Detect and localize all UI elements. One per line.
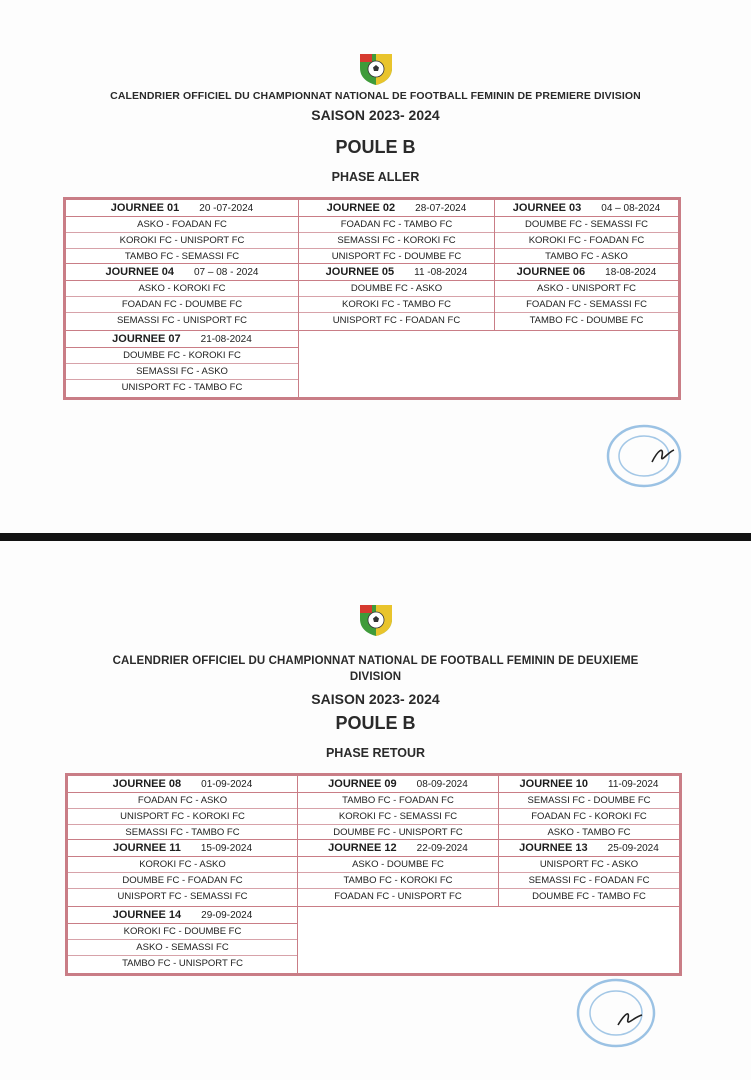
saison-label: SAISON 2023- 2024 [311, 691, 440, 707]
match-row: SEMASSI FC - KOROKI FC [299, 233, 494, 249]
match-row: UNISPORT FC - TAMBO FC [121, 382, 243, 393]
fixtures-table [63, 197, 681, 400]
match-row: UNISPORT FC - ASKO [499, 857, 679, 873]
match-row: KOROKI FC - FOADAN FC [495, 233, 678, 249]
journee-name: JOURNEE 08 [112, 778, 182, 790]
journee-name: JOURNEE 09 [328, 778, 397, 790]
match-row: FOADAN FC - DOUMBE FC [66, 297, 298, 313]
match-row: SEMASSI FC - UNISPORT FC [116, 315, 248, 326]
journee-block [68, 840, 298, 907]
match-row: KOROKI FC - ASKO [68, 857, 297, 873]
journee-name: JOURNEE 10 [519, 778, 589, 790]
match-row: ASKO - FOADAN FC [66, 217, 298, 233]
journee-name: JOURNEE 13 [519, 842, 588, 854]
document-title: CALENDRIER OFFICIEL DU CHAMPIONNAT NATIONAL DE FOOTBALL FEMININ DE DEUXIEME [112, 655, 639, 667]
match-row: SEMASSI FC - DOUMBE FC [499, 793, 679, 809]
match-row: KOROKI FC - UNISPORT FC [66, 233, 298, 249]
saison-label: SAISON 2023- 2024 [311, 107, 440, 123]
match-row: DOUMBE FC - FOADAN FC [68, 873, 297, 889]
match-row: ASKO - DOUMBE FC [298, 857, 498, 873]
journee-block [299, 200, 495, 264]
journee-block [495, 264, 678, 331]
match-row: TAMBO FC - FOADAN FC [298, 793, 498, 809]
journee-block [298, 840, 499, 907]
match-row: TAMBO FC - SEMASSI FC [124, 251, 240, 262]
match-row: KOROKI FC - DOUMBE FC [68, 924, 297, 940]
match-row: UNISPORT FC - DOUMBE FC [331, 251, 462, 262]
match-row: ASKO - KOROKI FC [66, 281, 298, 297]
journee-block [66, 200, 299, 264]
match-row: FOADAN FC - ASKO [68, 793, 297, 809]
match-row: UNISPORT FC - SEMASSI FC [117, 891, 248, 902]
journee-block [299, 264, 495, 331]
journee-date: 15-09-2024 [200, 842, 253, 854]
journee-name: JOURNEE 12 [328, 842, 397, 854]
match-row: FOADAN FC - UNISPORT FC [334, 891, 462, 902]
poule-label: POULE B [335, 137, 416, 157]
journee-name: JOURNEE 01 [110, 202, 180, 214]
journee-date: 07 – 08 - 2024 [193, 266, 259, 278]
match-row: TAMBO FC - UNISPORT FC [122, 958, 243, 969]
journee-block [68, 907, 298, 973]
match-row: TAMBO FC - DOUMBE FC [529, 315, 644, 326]
journee-date: 20 -07-2024 [199, 202, 254, 214]
journee-date: 25-09-2024 [607, 842, 659, 854]
match-row: UNISPORT FC - KOROKI FC [68, 809, 297, 825]
journee-name: JOURNEE 07 [112, 333, 181, 345]
match-row: SEMASSI FC - TAMBO FC [125, 827, 240, 838]
official-stamp-icon [572, 975, 664, 1051]
journee-name: JOURNEE 04 [105, 266, 174, 278]
match-row: ASKO - SEMASSI FC [68, 940, 297, 956]
federation-logo-icon [358, 52, 394, 86]
journee-date: 11-09-2024 [608, 778, 659, 790]
sheet-phase-retour [0, 541, 751, 1080]
fixtures-table [65, 773, 682, 976]
journee-name: JOURNEE 02 [326, 202, 396, 214]
phase-label: PHASE RETOUR [325, 746, 426, 760]
journee-name: JOURNEE 06 [516, 266, 586, 278]
match-row: TAMBO FC - ASKO [545, 251, 628, 262]
match-row: TAMBO FC - KOROKI FC [298, 873, 498, 889]
match-row: ASKO - UNISPORT FC [495, 281, 678, 297]
signature-icon [652, 450, 674, 462]
match-row: SEMASSI FC - FOADAN FC [499, 873, 679, 889]
journee-block [66, 264, 299, 331]
journee-name: JOURNEE 11 [112, 842, 181, 854]
journee-name: JOURNEE 05 [325, 266, 395, 278]
match-row: DOUMBE FC - ASKO [299, 281, 494, 297]
page-divider [0, 533, 751, 541]
journee-date: 29-09-2024 [201, 909, 253, 921]
document-title: CALENDRIER OFFICIEL DU CHAMPIONNAT NATIONAL DE FOOTBALL FEMININ DE PREMIERE DIVISION [110, 90, 641, 102]
journee-date: 08-09-2024 [416, 778, 468, 790]
journee-name: JOURNEE 14 [112, 909, 182, 921]
match-row: KOROKI FC - SEMASSI FC [298, 809, 498, 825]
journee-block [499, 840, 679, 907]
journee-block [298, 776, 499, 840]
journee-date: 01-09-2024 [201, 778, 253, 790]
journee-block [495, 200, 678, 264]
journee-block [68, 776, 298, 840]
match-row: DOUMBE FC - UNISPORT FC [333, 827, 463, 838]
match-row: FOADAN FC - SEMASSI FC [495, 297, 678, 313]
official-stamp-icon [602, 420, 692, 490]
journee-date: 18-08-2024 [605, 266, 657, 278]
document-title-line2: DIVISION [349, 671, 402, 683]
sheet-phase-aller [0, 0, 751, 533]
match-row: FOADAN FC - TAMBO FC [299, 217, 494, 233]
match-row: ASKO - TAMBO FC [547, 827, 631, 838]
journee-block [66, 331, 299, 397]
match-row: UNISPORT FC - FOADAN FC [332, 315, 461, 326]
match-row: KOROKI FC - TAMBO FC [299, 297, 494, 313]
phase-label: PHASE ALLER [331, 170, 420, 184]
poule-label: POULE B [335, 713, 416, 733]
match-row: DOUMBE FC - KOROKI FC [66, 348, 298, 364]
journee-date: 11 -08-2024 [414, 266, 468, 278]
journee-date: 22-09-2024 [416, 842, 468, 854]
match-row: DOUMBE FC - TAMBO FC [532, 891, 646, 902]
federation-logo-icon [358, 603, 394, 637]
match-row: FOADAN FC - KOROKI FC [499, 809, 679, 825]
journee-date: 04 – 08-2024 [601, 202, 661, 214]
journee-block [499, 776, 679, 840]
match-row: SEMASSI FC - ASKO [66, 364, 298, 380]
journee-date: 28-07-2024 [415, 202, 467, 214]
match-row: DOUMBE FC - SEMASSI FC [495, 217, 678, 233]
journee-name: JOURNEE 03 [512, 202, 582, 214]
journee-date: 21-08-2024 [200, 333, 252, 345]
